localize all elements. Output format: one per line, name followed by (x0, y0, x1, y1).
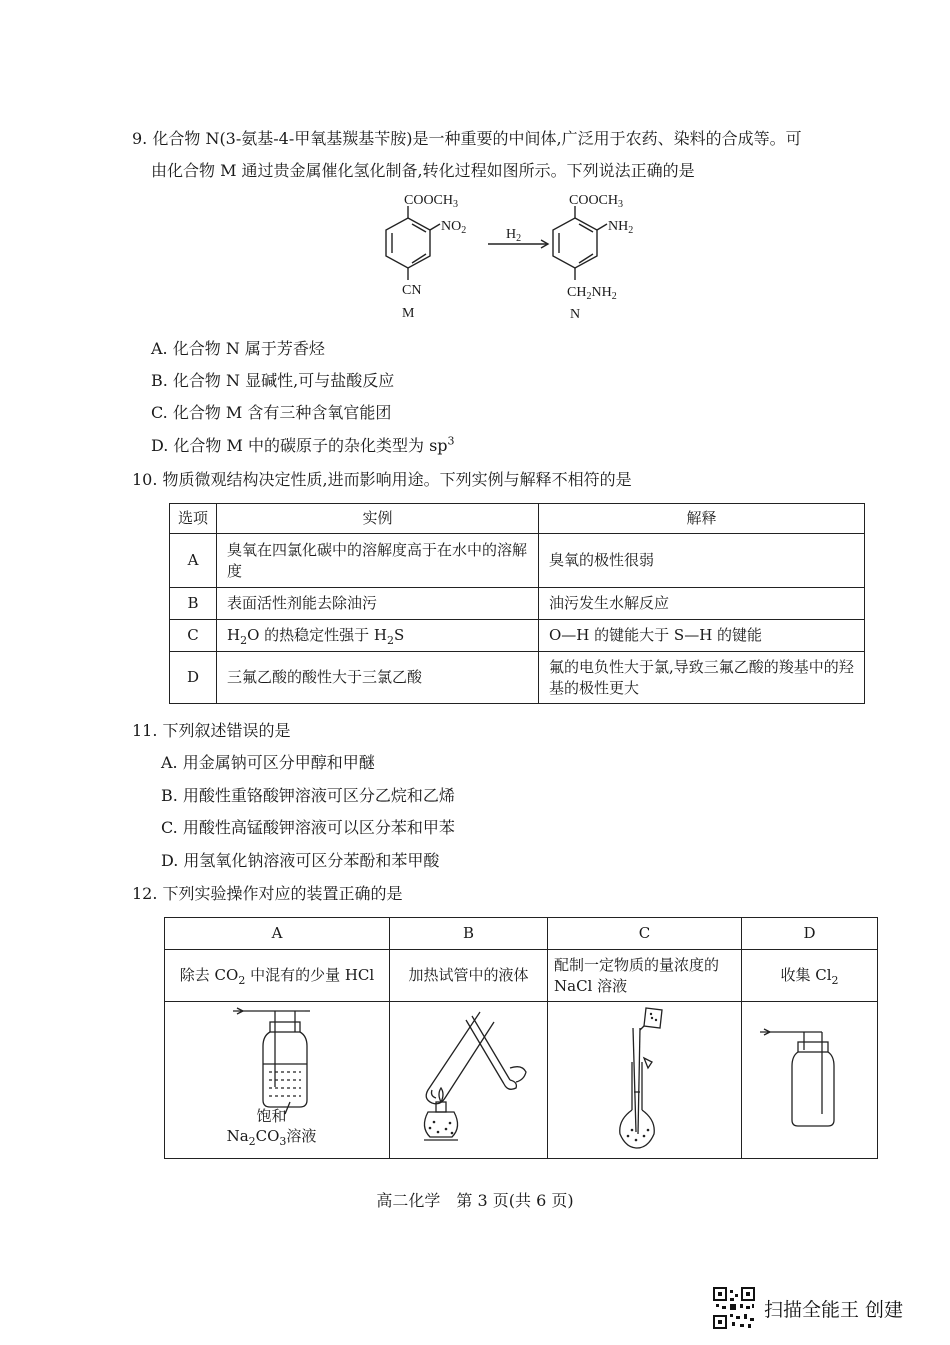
header-d: D (742, 918, 878, 950)
svg-text:COOCH3: $COOCH_3$ (569, 193, 624, 210)
m-side-group: NO (441, 219, 462, 234)
n-top-group: COOCH (569, 193, 619, 208)
svg-text:NO2: $NO_2$ (441, 219, 467, 236)
q11-option-c: C. 用酸性高锰酸钾溶液可以区分苯和甲苯 (161, 818, 455, 837)
table-row (165, 950, 878, 1002)
table-row (170, 620, 865, 652)
desc-b: 加热试管中的液体 (390, 950, 548, 1002)
svg-text:COOCH3: $COOCH_3$ (404, 193, 459, 210)
table-header-row (165, 918, 878, 950)
m-label: M (402, 306, 415, 321)
scanner-watermark (712, 1286, 903, 1330)
header-c: C (548, 918, 742, 950)
q11-stem: 11. 下列叙述错误的是 (132, 721, 291, 740)
apparatus-d (742, 1002, 878, 1159)
q9-option-a: A. 化合物 N 属于芳香烃 (151, 339, 325, 358)
volumetric-flask-icon (548, 1002, 730, 1158)
row-option: B (170, 588, 217, 620)
label-na2co3: $Na_2CO_3$溶液 (226, 1127, 317, 1148)
row-option: C (170, 620, 217, 652)
row-option: D (170, 652, 217, 704)
apparatus-b (390, 1002, 548, 1159)
table-row (170, 588, 865, 620)
m-top-group: COOCH (404, 193, 454, 208)
row-explain: 油污发生水解反应 (539, 588, 865, 620)
q9-stem-line1: 9. 化合物 N(3-氨基-4-甲氧基羰基苄胺)是一种重要的中间体,广泛用于农药、染料的合成等。可 (132, 129, 802, 148)
table-row (170, 652, 865, 704)
gas-collection-bottle-icon (742, 1002, 877, 1158)
q9-option-d: D. 化合物 M 中的碳原子的杂化类型为 $sp^3$ (151, 434, 455, 455)
m-bottom-group: CN (402, 283, 422, 298)
watermark-text: 扫描全能王 创建 (764, 1298, 904, 1321)
n-bottom-group: CH (567, 285, 587, 300)
q11-option-d: D. 用氢氧化钠溶液可区分苯酚和苯甲酸 (161, 851, 440, 870)
qr-code-icon (712, 1286, 756, 1330)
test-tube-heating-icon (390, 1002, 536, 1158)
n-label: N (570, 307, 581, 322)
row-example: 表面活性剂能去除油污 (217, 588, 539, 620)
header-explain: 解释 (539, 504, 865, 534)
header-b: B (390, 918, 548, 950)
row-explain: O—H 的键能大于 S—H 的键能 (539, 620, 865, 652)
row-example: 臭氧在四氯化碳中的溶解度高于在水中的溶解度 (217, 534, 539, 588)
header-example: 实例 (217, 504, 539, 534)
reagent-label: H (506, 227, 517, 242)
header-option: 选项 (170, 504, 217, 534)
n-side-group: NH (608, 219, 629, 234)
q10-table (169, 503, 865, 704)
desc-c: 配制一定物质的量浓度的 NaCl 溶液 (548, 950, 742, 1002)
svg-text:CH2NH2: $CH_2NH_2$ (567, 285, 617, 302)
q12-table (164, 917, 878, 1159)
row-example: $H_2O$ 的热稳定性强于 $H_2S$ (217, 620, 539, 652)
svg-text:NH2: $NH_2$ (608, 219, 634, 236)
row-option: A (170, 534, 217, 588)
svg-text:H2: $H_2$ (506, 227, 522, 244)
q9-option-b: B. 化合物 N 显碱性,可与盐酸反应 (151, 371, 395, 390)
header-a: A (165, 918, 390, 950)
table-row (165, 1002, 878, 1159)
table-row (170, 534, 865, 588)
desc-d: 收集 $Cl_2$ (742, 950, 878, 1002)
apparatus-a (165, 1002, 390, 1159)
q10-stem: 10. 物质微观结构决定性质,进而影响用途。下列实例与解释不相符的是 (132, 470, 632, 489)
desc-a: 除去 $CO_2$ 中混有的少量 HCl (165, 950, 390, 1002)
label-saturated: 饱和 (256, 1107, 287, 1125)
q11-option-b: B. 用酸性重铬酸钾溶液可区分乙烷和乙烯 (161, 786, 455, 805)
q11-option-a: A. 用金属钠可区分甲醇和甲醚 (161, 753, 375, 772)
row-explain: 氟的电负性大于氯,导致三氟乙酸的羧基中的羟基的极性更大 (539, 652, 865, 704)
reaction-scheme (360, 188, 690, 323)
q12-stem: 12. 下列实验操作对应的装置正确的是 (132, 884, 403, 903)
q9-stem-line2: 由化合物 M 通过贵金属催化氢化制备,转化过程如图所示。下列说法正确的是 (151, 161, 695, 180)
page-footer: 高二化学 第 3 页(共 6 页) (376, 1191, 574, 1210)
apparatus-c (548, 1002, 742, 1159)
q9-option-c: C. 化合物 M 含有三种含氧官能团 (151, 403, 392, 422)
row-explain: 臭氧的极性很弱 (539, 534, 865, 588)
row-example: 三氟乙酸的酸性大于三氯乙酸 (217, 652, 539, 704)
table-header-row (170, 504, 865, 534)
